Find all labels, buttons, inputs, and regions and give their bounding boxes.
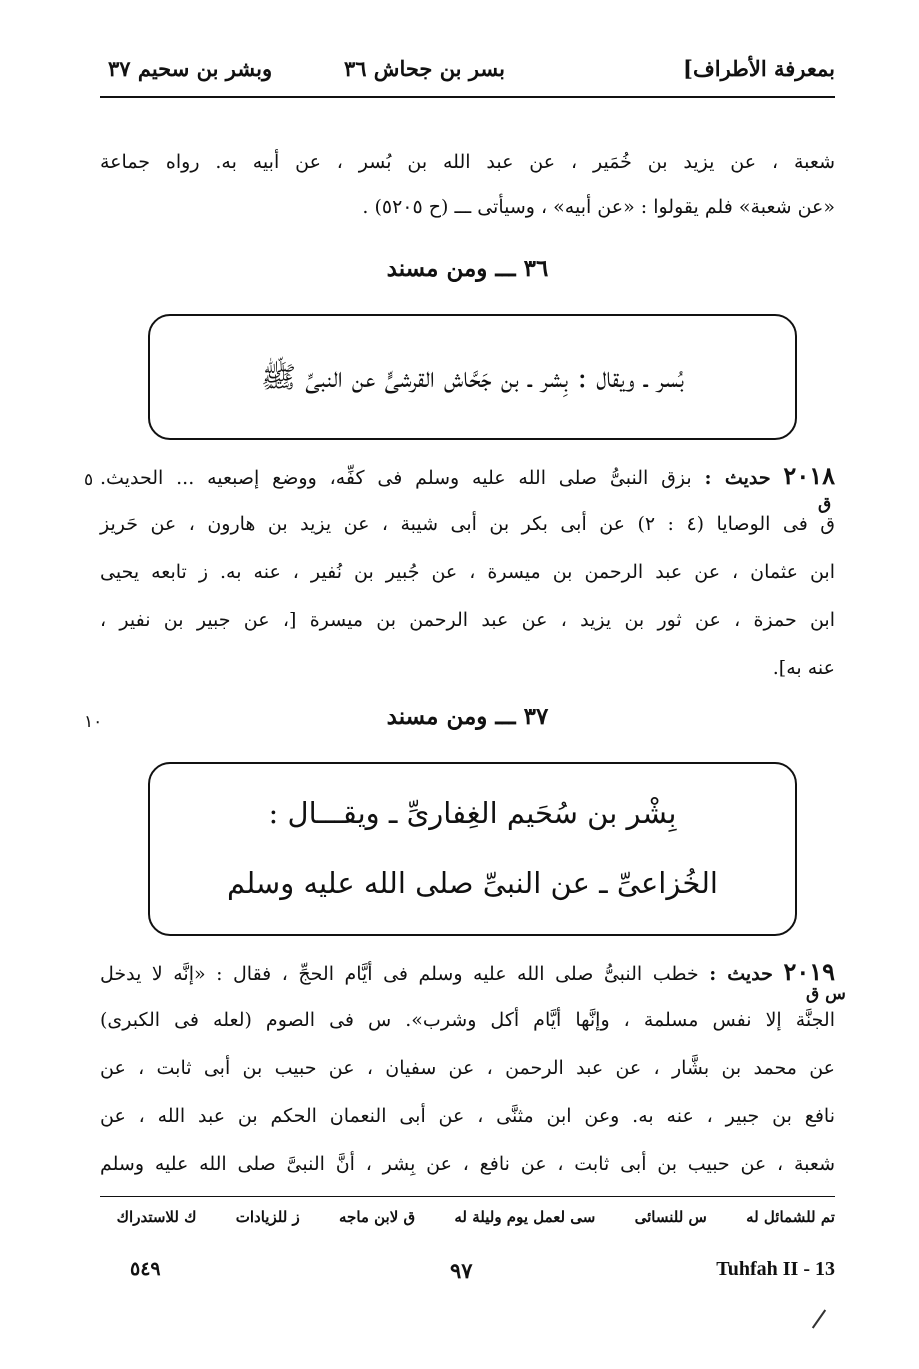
legend-item: ك للاستدراك bbox=[116, 1208, 197, 1226]
header-left: وبشر بن سحيم ٣٧ bbox=[108, 56, 273, 81]
section-heading-36: ٣٦ ـــ ومن مسند bbox=[386, 255, 549, 282]
legend-item: س للنسائى bbox=[634, 1208, 707, 1226]
hadith-line: عن محمد بن بشَّار ، عن عبد الرحمن ، عن سفيان ، عن حبيب بن أبى ثابت ، عن bbox=[100, 1057, 835, 1079]
hadith-text: بزق النبىُّ صلى الله عليه وسلم فى كفِّه، ووضع إصبعيه ... الحديث. bbox=[100, 467, 692, 489]
hadith-line bbox=[100, 948, 835, 996]
hadith-line: ق فى الوصايا (٤ : ٢) عن أبى بكر بن أبى شيبة ، عن يزيد بن هارون ، عن حَريز bbox=[100, 513, 836, 535]
hadith-number: ٢٠١٨ bbox=[783, 461, 835, 490]
margin-siglum: ق bbox=[818, 494, 832, 514]
footnote-rule bbox=[100, 1196, 835, 1197]
line-number-10: ١٠ bbox=[84, 712, 103, 732]
margin-siglum: س ق bbox=[806, 984, 846, 1004]
hadith-keyword: حديث : bbox=[709, 963, 773, 985]
volume-signature: Tuhfah II - 13 bbox=[716, 1258, 835, 1280]
intro-line: شعبة ، عن يزيد بن خُمَير ، عن عبد الله بن بُسر ، عن أبيه به. رواه جماعة bbox=[100, 151, 835, 173]
legend-item: سى لعمل يوم وليلة له bbox=[454, 1208, 596, 1226]
hadith-line: ابن عثمان ، عن عبد الرحمن بن ميسرة ، عن جُبير بن نُفير ، عنه به. ز تابعه يحيى bbox=[100, 561, 835, 583]
narrator-box-37 bbox=[148, 762, 797, 936]
page-number: ٩٧ bbox=[450, 1258, 473, 1283]
header-center: بسر بن جحاش ٣٦ bbox=[343, 56, 505, 81]
hadith-number: ٢٠١٩ bbox=[783, 957, 835, 986]
hadith-text: خطب النبىُّ صلى الله عليه وسلم فى أيَّام الحجِّ ، فقال : «إنَّه لا يدخل bbox=[100, 963, 699, 985]
hadith-line: عنه به]. bbox=[772, 657, 835, 679]
pencil-mark bbox=[812, 1309, 826, 1328]
line-number-5: ٥ bbox=[84, 470, 94, 490]
narrator-title: بُسر ـ ويقال : بِشر ـ بن جَحَّاش القرشىٍّ عن النبىِّ ﷺ bbox=[260, 360, 685, 394]
section-heading-37: ٣٧ ـــ ومن مسند bbox=[386, 703, 549, 730]
hadith-line: شعبة ، عن حبيب بن أبى ثابت ، عن نافع ، عن بِشر ، أنَّ النبىَّ صلى الله عليه وسلم bbox=[100, 1153, 835, 1175]
legend-item: تم للشمائل له bbox=[746, 1208, 835, 1226]
intro-line: «عن شعبة» فلم يقولوا : «عن أبيه» ، وسيأتى ـــ (ح ٥٢٠٥) . bbox=[362, 196, 835, 218]
hadith-entry-2019 bbox=[100, 948, 835, 1188]
intro-paragraph bbox=[100, 140, 835, 230]
hadith-keyword: حديث : bbox=[704, 467, 771, 489]
page-footer bbox=[100, 1258, 835, 1288]
running-header bbox=[100, 52, 835, 92]
hadith-line: الجنَّة إلا نفس مسلمة ، وإنَّها أيَّام أكل وشرب». س فى الصوم (لعله فى الكبرى) bbox=[100, 1009, 835, 1031]
abbreviation-legend bbox=[100, 1208, 835, 1226]
legend-item: ق لابن ماجه bbox=[339, 1208, 416, 1226]
hadith-line bbox=[100, 452, 835, 500]
original-page-number: ٥٤٩ bbox=[130, 1258, 161, 1280]
hadith-line: ابن حمزة ، عن ثور بن يزيد ، عن عبد الرحمن بن ميسرة [، عن جبير بن نفير ، bbox=[100, 609, 835, 631]
narrator-title-line: الخُزاعىِّ ـ عن النبىِّ صلى الله عليه وسلم bbox=[227, 866, 718, 900]
header-rule bbox=[100, 96, 835, 98]
hadith-entry-2018 bbox=[100, 452, 835, 692]
narrator-title-line: بِشْر بن سُحَيم الغِفارىِّ ـ ويقـــال : bbox=[268, 796, 677, 830]
hadith-line: نافع بن جبير ، عنه به. وعن ابن مثنَّى ، عن أبى النعمان الحكم بن عبد الله ، عن bbox=[100, 1105, 835, 1127]
narrator-box-36 bbox=[148, 314, 797, 440]
header-right: بمعرفة الأطراف] bbox=[683, 56, 835, 81]
legend-item: ز للزيادات bbox=[235, 1208, 300, 1226]
